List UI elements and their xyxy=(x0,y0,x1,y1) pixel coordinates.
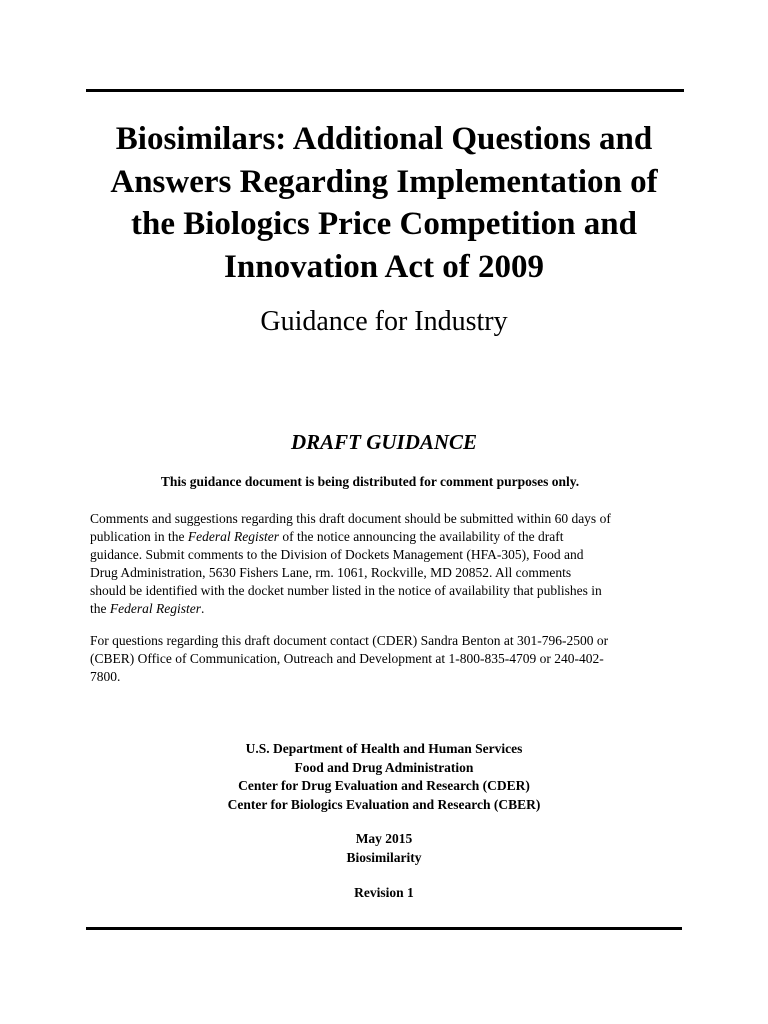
document-title xyxy=(60,118,708,288)
revision-label: Revision 1 xyxy=(354,885,414,900)
agency-line: Center for Biologics Evaluation and Research (CBER) xyxy=(227,796,541,812)
date-block xyxy=(60,830,708,867)
paragraph-line: should be identified with the docket number listed in the notice of availability that publishes in xyxy=(90,583,602,598)
text-run: publication in the xyxy=(90,529,188,544)
draft-guidance-heading: DRAFT GUIDANCE xyxy=(290,430,478,454)
title-line: Biosimilars: Additional Questions and xyxy=(115,121,653,157)
federal-register-ref: Federal Register xyxy=(109,601,201,616)
agency-line: Food and Drug Administration xyxy=(294,759,474,775)
comments-paragraph xyxy=(90,510,690,618)
paragraph-line xyxy=(90,528,690,546)
paragraph-line: (CBER) Office of Communication, Outreach and Development at 1-800-835-4709 or 240-402- xyxy=(90,651,604,666)
title-line: the Biologics Price Competition and xyxy=(131,206,637,242)
paragraph-line: Drug Administration, 5630 Fishers Lane, rm. 1061, Rockville, MD 20852. All comments xyxy=(90,565,572,580)
contact-paragraph xyxy=(90,632,690,686)
paragraph-line: 7800. xyxy=(90,669,121,684)
topic-label: Biosimilarity xyxy=(346,849,422,865)
federal-register-ref: Federal Register xyxy=(187,529,279,544)
bottom-rule xyxy=(86,927,682,930)
purpose-note: This guidance document is being distributed for comment purposes only. xyxy=(160,474,580,489)
text-run: the xyxy=(90,601,110,616)
title-line: Innovation Act of 2009 xyxy=(224,248,544,285)
text-run: of the notice announcing the availability of the draft xyxy=(278,529,564,544)
paragraph-line: Comments and suggestions regarding this draft document should be submitted within 60 days of xyxy=(90,511,611,526)
publication-date: May 2015 xyxy=(355,831,413,846)
agency-line: U.S. Department of Health and Human Services xyxy=(245,741,523,756)
paragraph-line xyxy=(90,600,690,618)
paragraph-line: guidance. Submit comments to the Division of Dockets Management (HFA-305), Food and xyxy=(90,547,584,562)
paragraph-line: For questions regarding this draft document contact (CDER) Sandra Benton at 301-796-2500 or xyxy=(90,633,609,648)
agency-line: Center for Drug Evaluation and Research (CDER) xyxy=(238,778,530,793)
agency-block xyxy=(60,740,708,814)
top-rule xyxy=(86,89,684,92)
document-subtitle: Guidance for Industry xyxy=(260,306,508,337)
title-line: Answers Regarding Implementation of xyxy=(110,163,658,200)
text-run: . xyxy=(200,601,205,616)
